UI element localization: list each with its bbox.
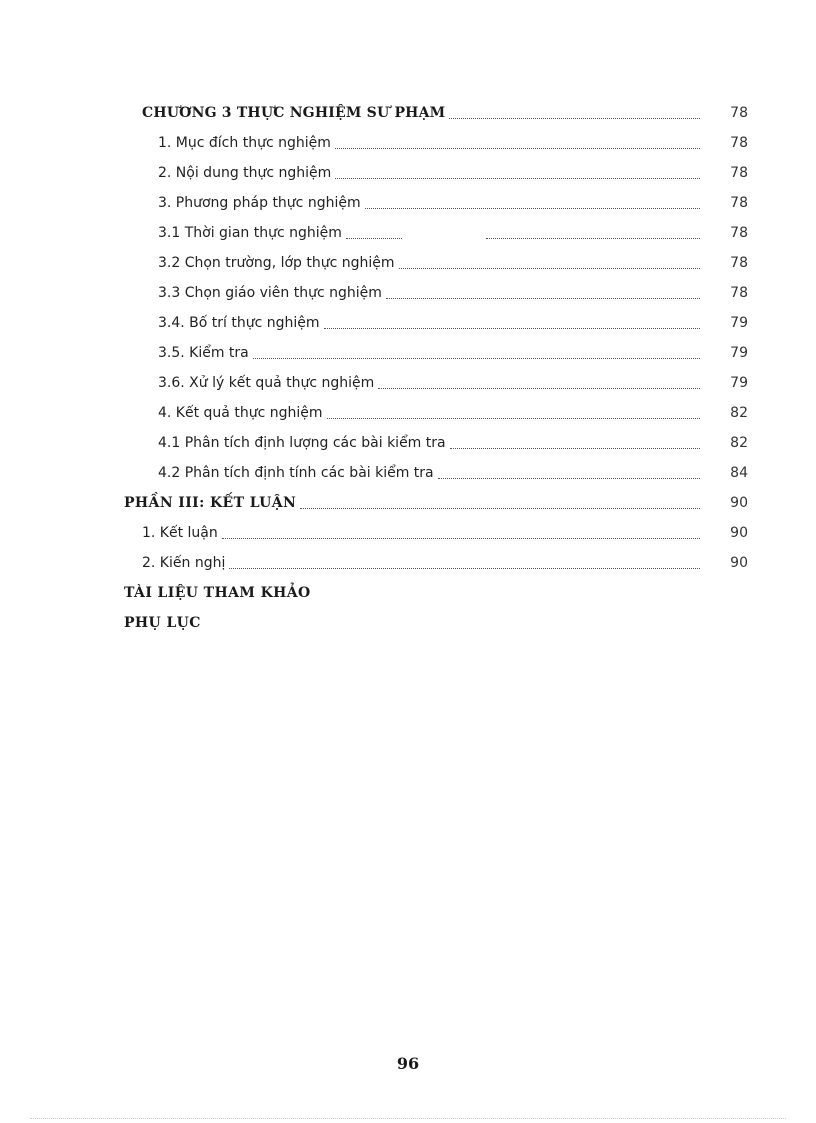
dot-leader [222,524,700,539]
toc-entry-page: 90 [730,525,748,541]
toc-entry[interactable] [0,368,816,398]
toc-entry-page: 78 [730,165,748,181]
dot-leader [346,224,402,239]
toc-entry-page: 78 [730,105,748,121]
toc-entry-title: 1. Kết luận [142,525,218,541]
page-number: 96 [396,1054,420,1073]
dot-leader [324,314,700,329]
toc-entry-page: 78 [730,195,748,211]
toc-entry-title: 4.1 Phân tích định lượng các bài kiểm tra [158,435,446,451]
toc-entry-appendix[interactable] [0,608,816,638]
toc-entry-chapter-3[interactable] [0,98,816,128]
toc-entry-page: 79 [730,375,748,391]
dot-leader [229,554,700,569]
toc-entry-title: 1. Mục đích thực nghiệm [158,135,331,151]
toc-entry-title: 3.3 Chọn giáo viên thực nghiệm [158,285,382,301]
toc-entry-title: 3.2 Chọn trường, lớp thực nghiệm [158,255,395,271]
toc-entry-title: 3.4. Bố trí thực nghiệm [158,315,320,331]
toc-entry-page: 82 [730,435,748,451]
toc-entry-title: 3.5. Kiểm tra [158,345,249,361]
toc-entry[interactable] [0,458,816,488]
dot-leader [335,164,700,179]
toc-entry[interactable] [0,428,816,458]
toc-entry-page: 79 [730,315,748,331]
toc-entry[interactable] [0,278,816,308]
toc-entry-page: 79 [730,345,748,361]
toc-entry[interactable] [0,128,816,158]
toc-entry-page: 90 [730,495,748,511]
toc-entry-title: 3.1 Thời gian thực nghiệm [158,225,342,241]
dot-leader [399,254,700,269]
dot-leader [300,494,700,509]
toc-entry-part-3[interactable] [0,488,816,518]
toc-entry[interactable] [0,218,816,248]
toc-entry-page: 78 [730,135,748,151]
dot-leader [253,344,700,359]
toc-entry-page: 90 [730,555,748,571]
toc-entry-title: 3. Phương pháp thực nghiệm [158,195,361,211]
dot-leader [365,194,700,209]
toc-entry-page: 84 [730,465,748,481]
toc-entry[interactable] [0,248,816,278]
toc-entry-page: 78 [730,255,748,271]
dot-leader [486,224,700,239]
toc-entry[interactable] [0,518,816,548]
toc-entry[interactable] [0,308,816,338]
page-bottom-rule [30,1118,786,1119]
toc-entry-title: 2. Nội dung thực nghiệm [158,165,332,181]
toc-entry-references[interactable] [0,578,816,608]
dot-leader [327,404,701,419]
toc-entry-title: 3.6. Xử lý kết quả thực nghiệm [158,375,375,391]
dot-leader [449,104,700,119]
dot-leader [386,284,700,299]
toc-entry-page: 82 [730,405,748,421]
toc-entry[interactable] [0,548,816,578]
toc-entry[interactable] [0,398,816,428]
dot-leader [378,374,700,389]
dot-leader [450,434,700,449]
toc-entry[interactable] [0,338,816,368]
toc-entry-page: 78 [730,285,748,301]
table-of-contents [0,98,816,638]
toc-entry-title: PHỤ LỤC [124,615,201,631]
toc-entry[interactable] [0,188,816,218]
dot-leader [438,464,700,479]
toc-entry-title: PHẦN III: KẾT LUẬN [124,495,297,511]
toc-entry-title: CHƯƠNG 3 THỰC NGHIỆM SƯ PHẠM [142,105,446,121]
toc-entry[interactable] [0,158,816,188]
toc-entry-title: 4. Kết quả thực nghiệm [158,405,323,421]
dot-leader [335,134,700,149]
toc-entry-page: 78 [730,225,748,241]
toc-entry-title: 4.2 Phân tích định tính các bài kiểm tra [158,465,434,481]
toc-entry-title: TÀI LIỆU THAM KHẢO [124,585,311,601]
toc-entry-title: 2. Kiến nghị [142,555,226,571]
